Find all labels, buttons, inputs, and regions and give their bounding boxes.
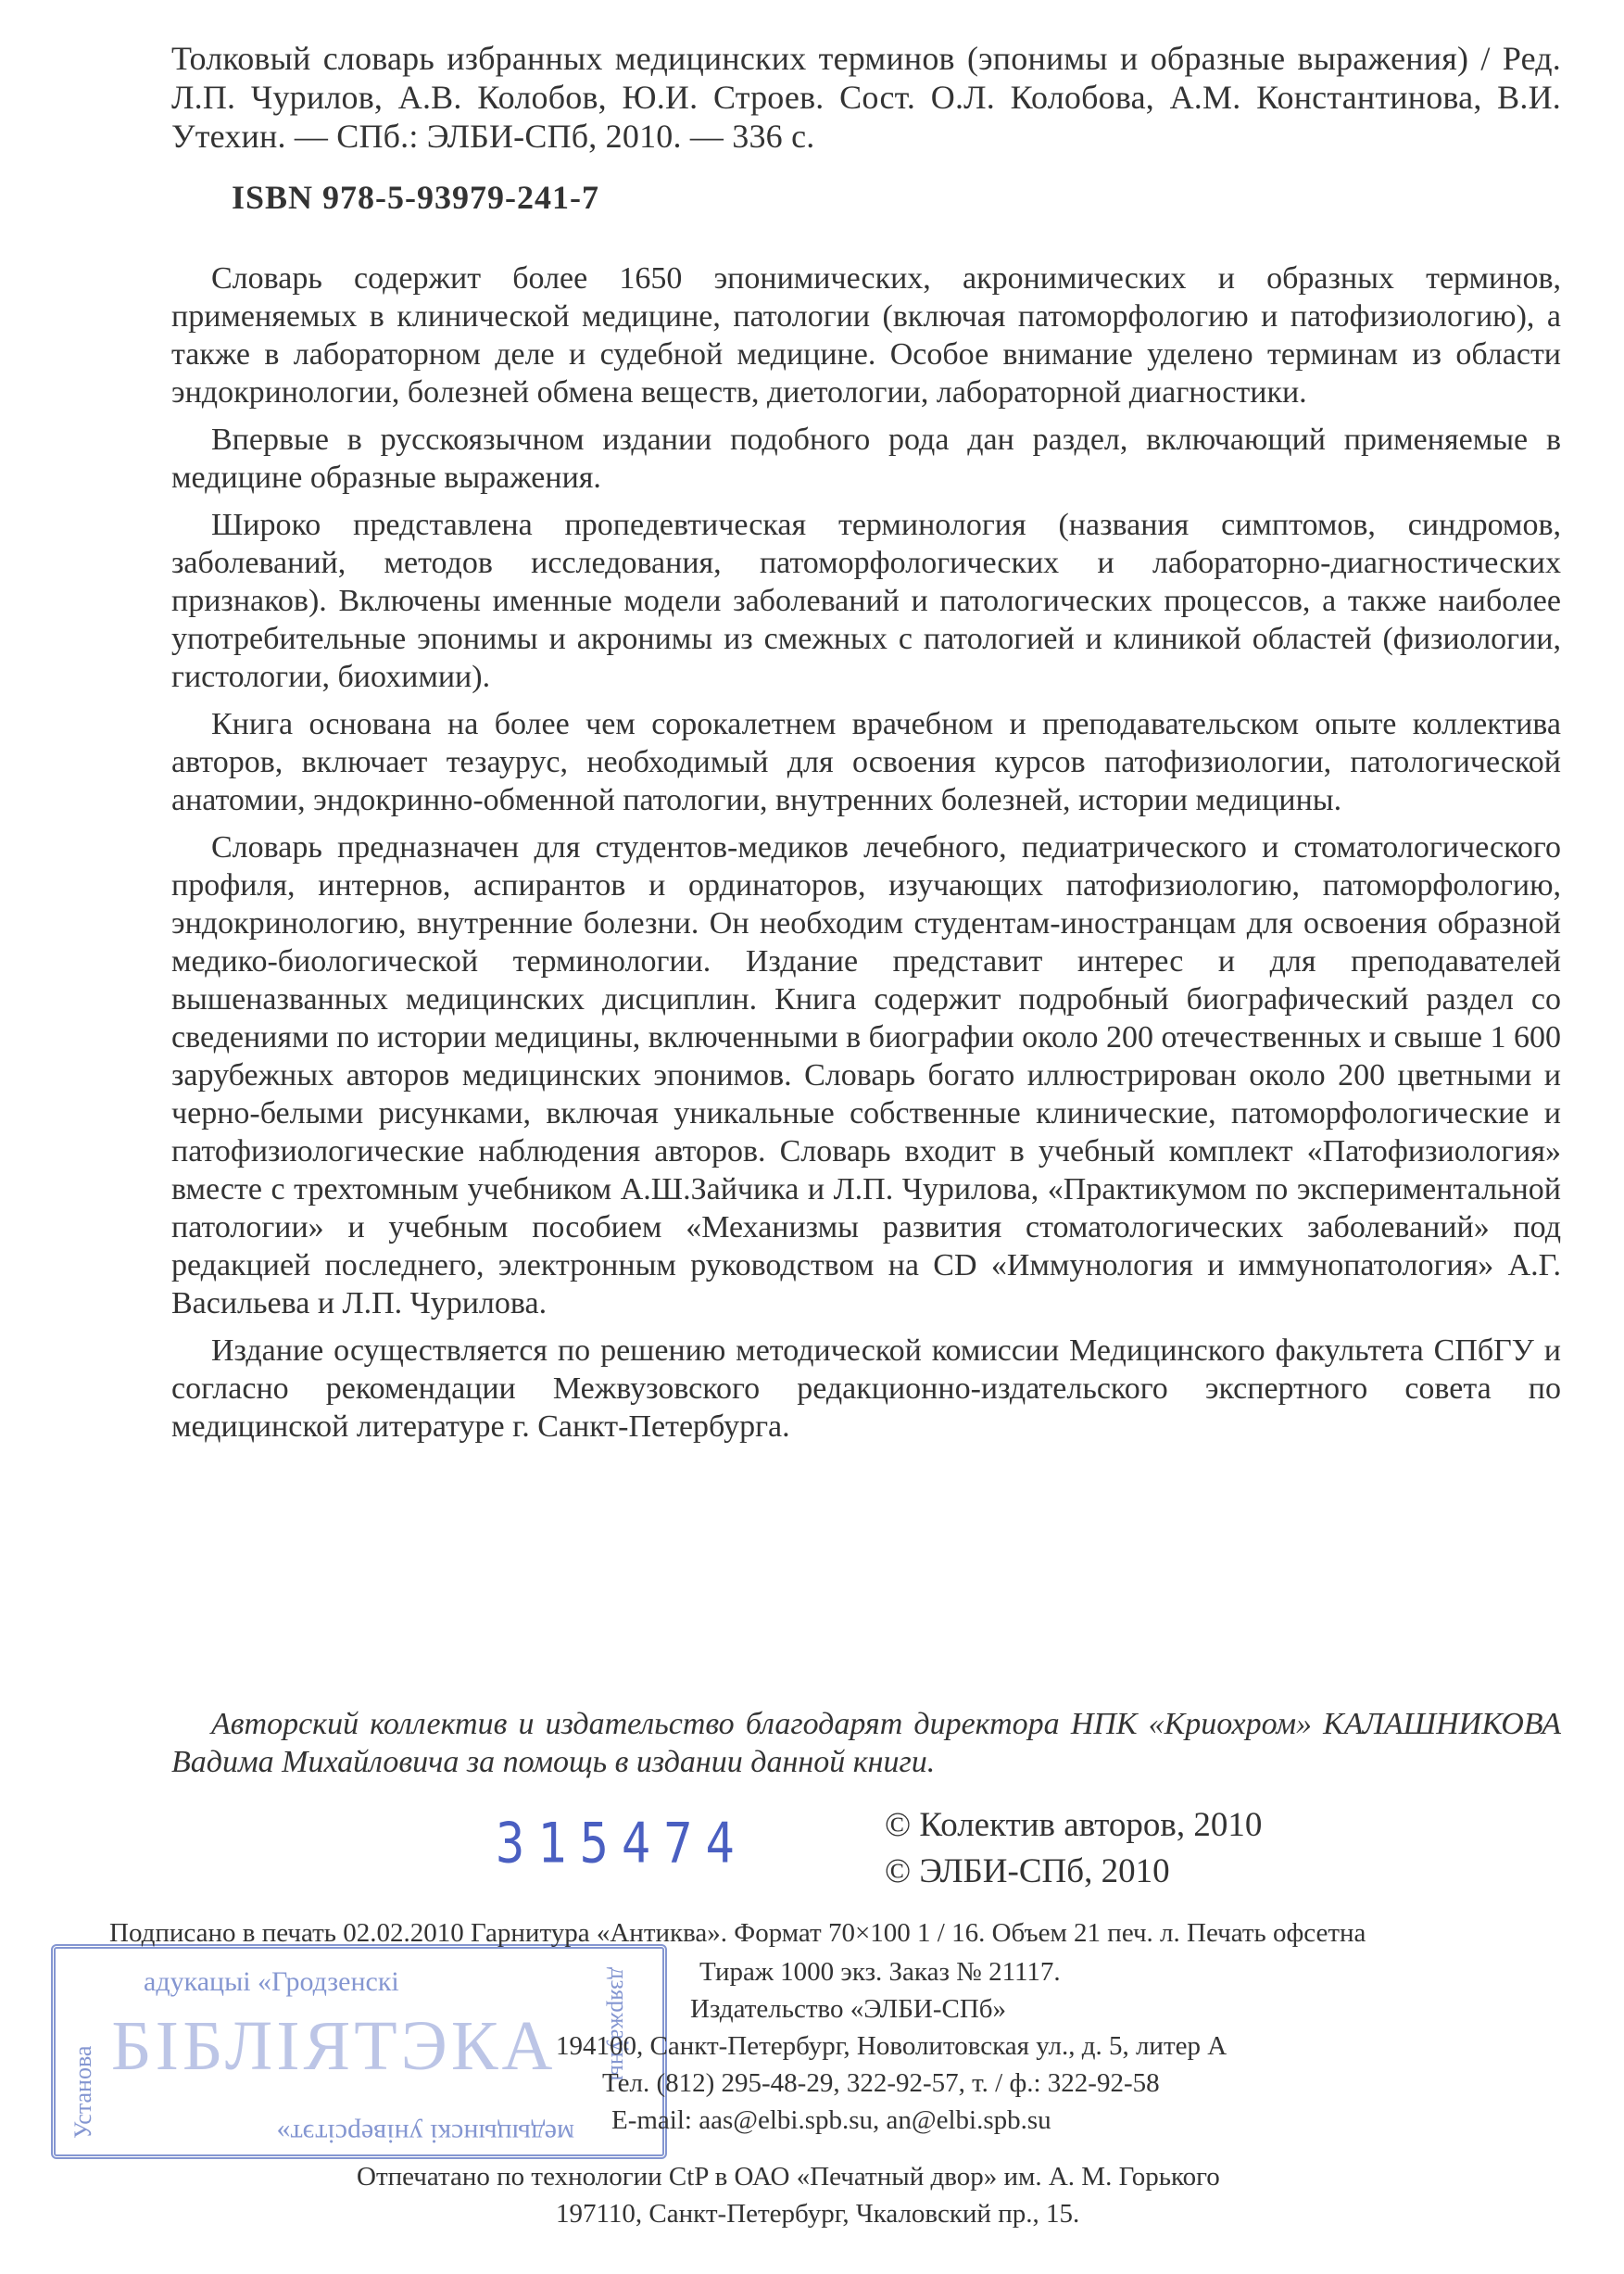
imprint-phone: Тел. (812) 295-48-29, 322-92-57, т. / ф.: 322-92-58 <box>602 2068 1160 2098</box>
stamp-right-text: дзяржаўны <box>606 1967 633 2081</box>
stamp-center-text: БІБЛІЯТЭКА <box>111 2007 557 2085</box>
acknowledgement-text: Авторский коллектив и издательство благодарят директора НПК «Криохром» КАЛАШНИКОВА Вадима Михайловича за помощь в издании данной книги. <box>171 1707 1561 1779</box>
stamp-left-text: Установа <box>69 2045 96 2139</box>
annotation <box>171 259 1561 1455</box>
imprint-block <box>556 1953 1227 2139</box>
stamp-top-text: адукацыі «Гродзенскі <box>144 1966 399 1997</box>
isbn: ISBN 978-5-93979-241-7 <box>232 179 599 216</box>
copyright-block <box>885 1802 1262 1895</box>
printer-info: Отпечатано по технологии CtP в ОАО «Печатный двор» им. А. М. Горького <box>357 2162 1220 2192</box>
annotation-paragraph: Книга основана на более чем сорокалетнем врачебном и преподавательском опыте коллектива авторов, включает тезаурус, необходимый для освоения курсов патофизиологии, патологической анатомии, эндокринно-обменной патологии, внутренних болезней, истории медицины. <box>171 707 1561 817</box>
annotation-paragraph: Широко представлена пропедевтическая терминология (названия симптомов, синдромов, заболеваний, методов исследования, патоморфологических и лабораторно-диагностических признаков). Включены именные модели заболеваний и патологических процессов, а также наиболее употребительные эпонимы и акронимы из смежных с патологией и клиникой областей (физиологии, гистологии, биохимии). <box>171 508 1561 694</box>
inventory-number-stamp: 315474 <box>496 1812 748 1876</box>
annotation-paragraph: Издание осуществляется по решению методической комиссии Медицинского факультета СПбГУ и согласно рекомендации Межвузовского редакционно-издательского экспертного совета по медицинской литературе г. Санкт-Петербурга. <box>171 1333 1561 1444</box>
annotation-paragraph: Впервые в русскоязычном издании подобного рода дан раздел, включающий применяемые в медицине образные выражения. <box>171 423 1561 495</box>
annotation-paragraph: Словарь содержит более 1650 эпонимических, акронимических и образных терминов, применяемых в клинической медицине, патологии (включая патоморфологию и патофизиологию), а также в лабораторном деле и судебной медицине. Особое внимание уделено терминам из области эндокринологии, болезней обмена веществ, диетологии, лабораторной диагностики. <box>171 261 1561 410</box>
acknowledgement <box>171 1705 1561 1781</box>
imprint-email: E-mail: aas@elbi.spb.su, an@elbi.spb.su <box>611 2105 1051 2135</box>
annotation-paragraph: Словарь предназначен для студентов-медиков лечебного, педиатрического и стоматологического профиля, интернов, аспирантов и ординаторов, изучающих патофизиологию, патоморфологию, эндокринологию, внутренние болезни. Он необходим студентам-иностранцам для освоения образной медико-биологической терминологии. Издание представит интерес и для преподавателей вышеназванных медицинских дисциплин. Книга содержит подробный биографический раздел со сведениями по истории медицины, включенными в биографии около 200 отечественных и свыше 1 600 зарубежных авторов медицинских эпонимов. Словарь богато иллюстрирован около 200 цветными и черно-белыми рисунками, включая уникальные собственные клинические, патоморфологические и патофизиологические наблюдения авторов. Словарь входит в учебный комплект «Патофизиология» вместе с трехтомным учебником А.Ш.Зайчика и Л.П. Чурилова, «Практикумом по экспериментальной патологии» и учебным пособием «Механизмы развития стоматологических заболеваний» под редакцией последнего, электронным руководством на CD «Иммунология и иммунопатология» А.Г. Васильева и Л.П. Чурилова. <box>171 830 1561 1320</box>
copyright-authors: © Колектив авторов, 2010 <box>885 1806 1263 1844</box>
imprint-signed-to-print: Подписано в печать 02.02.2010 Гарнитура «Антиква». Формат 70×100 1 / 16. Объем 21 печ. л. Печать офсетна <box>109 1918 1366 1948</box>
stamp-bottom-text: медыцынскі універсітэт» <box>276 2118 574 2149</box>
imprint-publisher: Издательство «ЭЛБИ-СПб» <box>690 1994 1007 2024</box>
imprint-print-run: Тираж 1000 экз. Заказ № 21117. <box>699 1957 1061 1987</box>
copyright-publisher: © ЭЛБИ-СПб, 2010 <box>885 1852 1170 1890</box>
bibliographic-description: Толковый словарь избранных медицинских терминов (эпонимы и образные выражения) / Ред. Л.П. Чурилов, А.В. Колобов, Ю.И. Строев. Сост. О.Л. Колобова, А.М. Константинова, В.И. Утехин. — СПб.: ЭЛБИ-СПб, 2010. — 336 с. <box>171 40 1561 155</box>
imprint-address: 194100, Санкт-Петербург, Новолитовская ул., д. 5, литер А <box>556 2031 1227 2061</box>
printer-address: 197110, Санкт-Петербург, Чкаловский пр., 15. <box>556 2199 1080 2229</box>
